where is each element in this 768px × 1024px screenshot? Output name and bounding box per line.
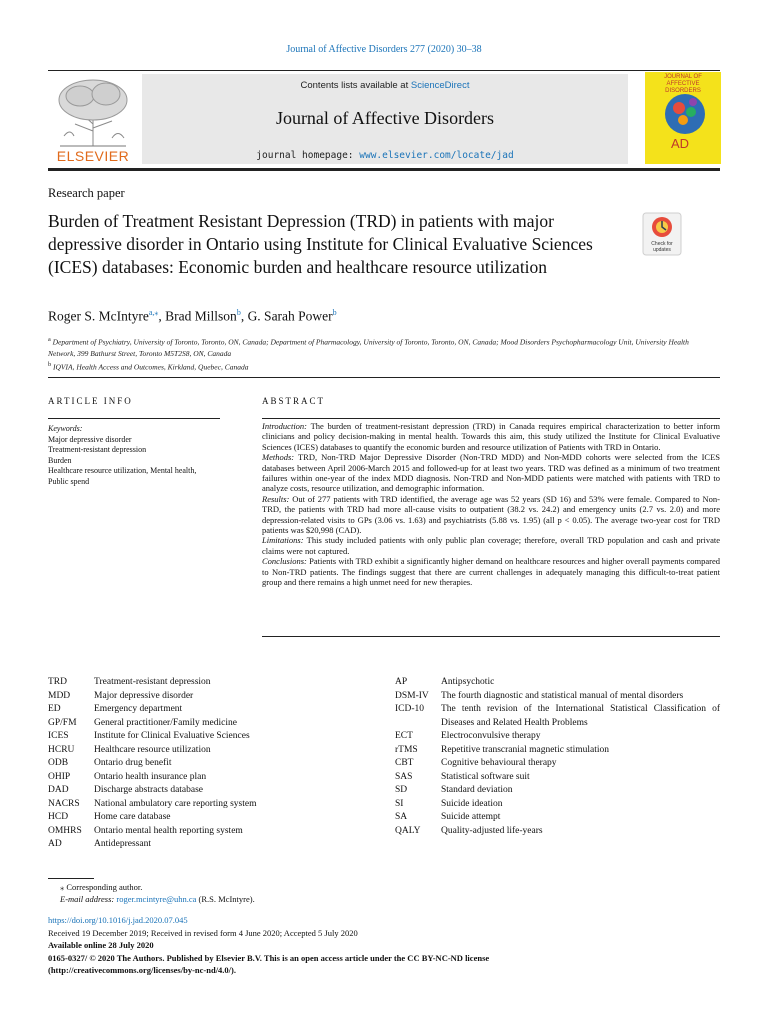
footnotes <box>48 882 720 905</box>
author-name[interactable]: G. Sarah Power <box>247 308 333 324</box>
abbreviation-code: GP/FM <box>48 717 77 728</box>
publication-info <box>48 914 720 977</box>
abbreviation-row <box>395 744 720 758</box>
abbreviation-row <box>48 717 348 731</box>
elsevier-wordmark: ELSEVIER <box>56 148 130 164</box>
abbreviation-definition: Ontario health insurance plan <box>94 771 207 782</box>
article-title: Burden of Treatment Resistant Depression (TRD) in patients with major depressive disorder in Ontario using Institute for Clinical Evaluative Sciences (ICES) databases: Economic burden and healthcare resource utilization <box>48 211 593 277</box>
abbreviation-code: ICES <box>48 731 69 741</box>
corresponding-author-note: ⁎ Corresponding author. <box>60 882 143 892</box>
article-info-heading: ARTICLE INFO <box>48 396 133 406</box>
abbreviation-row <box>395 825 720 839</box>
abbreviation-row <box>48 798 348 812</box>
abbreviation-code: DAD <box>48 785 69 795</box>
abbreviation-definition: Major depressive disorder <box>94 690 194 701</box>
journal-title: Journal of Affective Disorders <box>275 108 495 128</box>
abbreviation-code: AD <box>48 839 62 849</box>
abstract-rule <box>262 418 720 419</box>
abbreviation-code: QALY <box>395 825 421 836</box>
abbreviation-row <box>48 703 348 717</box>
contents-line <box>142 80 628 91</box>
abbreviation-code: MDD <box>48 690 71 701</box>
author-name[interactable]: Roger S. McIntyre <box>48 308 149 324</box>
abbreviation-definition: General practitioner/Family medicine <box>94 717 237 728</box>
keyword-item: Healthcare resource utilization, Mental health, <box>48 466 197 475</box>
homepage-link[interactable]: www.elsevier.com/locate/jad <box>359 150 514 161</box>
article-info-rule <box>48 418 220 419</box>
abstract-section: Methods: TRD, Non-TRD Major Depressive Disorder (Non-TRD MDD) and Non-MDD cohorts were selected from the ICES databases between April 2006-March 2015 and followed-up for at least two years. TRD was defined as a minimum of two treatment failures within one-year of the index MDD diagnosis. Non-TRD and Non-MDD patients were matched with patients with TRD to analyze costs, resource utilization, and demographic information. <box>262 452 720 494</box>
author-list: Roger S. McIntyre$^{a,⁎}$, Brad Millson$^b$, G. Sarah Power$^b$ <box>48 308 337 324</box>
keywords-label: Keywords: <box>48 424 83 433</box>
abbreviation-code: SI <box>395 798 404 809</box>
abbreviation-code: ECT <box>395 731 413 741</box>
abbreviation-definition: National ambulatory care reporting system <box>94 798 257 809</box>
abbreviation-row <box>395 703 720 730</box>
abbreviation-definition: Institute for Clinical Evaluative Sciences <box>94 731 250 741</box>
email-link[interactable]: roger.mcintyre@uhn.ca <box>116 893 197 904</box>
abbreviation-row <box>48 811 348 825</box>
author-affiliation-mark[interactable]: b <box>236 308 241 317</box>
abbreviation-row <box>395 730 720 744</box>
abbreviation-row <box>48 676 348 690</box>
abbreviation-definition: Home care database <box>94 812 171 822</box>
received-dates: Received 19 December 2019; Received in revised form 4 June 2020; Accepted 5 July 2020 <box>48 927 358 938</box>
license-line: 0165-0327/ © 2020 The Authors. Published by Elsevier B.V. This is an open access article under the CC BY-NC-ND license <box>48 952 490 963</box>
abbreviation-definition: Suicide attempt <box>441 812 501 822</box>
abbreviation-code: ED <box>48 704 61 714</box>
abstract-body <box>262 421 720 588</box>
license-url[interactable]: (http://creativecommons.org/licenses/by-nc-nd/4.0/). <box>48 965 237 975</box>
contents-prefix: Contents lists available at <box>300 80 411 91</box>
abbreviation-code: ICD-10 <box>395 704 425 714</box>
abbreviation-row <box>48 690 348 704</box>
abstract-bottom-rule <box>262 636 720 637</box>
author-affiliation-mark[interactable]: b <box>332 308 337 317</box>
abbreviation-row <box>48 744 348 758</box>
author-name[interactable]: Brad Millson <box>165 308 237 324</box>
email-line <box>48 894 720 906</box>
abstract-section: Results: Out of 277 patients with TRD identified, the average age was 52 years (SD 16) and 53% were female. Compared to Non-TRD, the patients with TRD had more all-cause visits to outpatient (38.2 vs. 24.2) and emergency units (2.7 vs. 2.0) and more depression-related visits to GPs (3.06 vs. 1.63) and psychiatrists (5.88 vs. 1.95) (all p < 0.05). The average two-year cost for TRD patients was $20,998 (CAD). <box>262 493 720 536</box>
email-suffix: (R.S. McIntyre). <box>196 893 255 904</box>
affiliation-item: $^b$ IQVIA, Health Access and Outcomes, Kirkland, Quebec, Canada <box>48 360 249 371</box>
abbreviation-definition: Quality-adjusted life-years <box>441 825 543 836</box>
affiliations <box>48 334 708 372</box>
abbreviation-code: NACRS <box>48 798 80 809</box>
abbreviation-code: CBT <box>395 758 414 768</box>
footnote-rule <box>48 878 94 879</box>
keyword-item: Treatment-resistant depression <box>48 445 147 454</box>
abbreviation-definition: Discharge abstracts database <box>94 785 204 795</box>
svg-text:updates: updates <box>653 247 671 253</box>
abbreviation-row <box>395 757 720 771</box>
abbreviation-definition: Cognitive behavioural therapy <box>441 758 557 768</box>
abbreviation-code: SD <box>395 785 408 795</box>
abbreviation-row <box>48 825 348 839</box>
available-online: Available online 28 July 2020 <box>48 940 154 950</box>
abbreviation-code: OMHRS <box>48 825 82 836</box>
abbreviation-row <box>48 730 348 744</box>
keywords-block <box>48 424 220 487</box>
keyword-item: Burden <box>48 455 72 465</box>
abbreviation-definition: Standard deviation <box>441 785 513 795</box>
abbreviation-code: SAS <box>395 771 413 782</box>
abstract-section: Introduction: The burden of treatment-resistant depression (TRD) in Canada requires empirical characterization to better inform clinicians and policy decision-making in mental health. Towards this aim, this study utilized the Institute for Clinical Evaluative Sciences (ICES) databases to quantify the economic burden and resource utilization of Patients with TRD in Ontario. <box>262 421 720 452</box>
abbreviation-code: TRD <box>48 677 67 687</box>
abbreviation-code: rTMS <box>395 744 418 755</box>
cover-letters: AD <box>670 136 690 151</box>
doi-link[interactable]: https://doi.org/10.1016/j.jad.2020.07.045 <box>48 915 188 925</box>
abbreviations-right <box>395 676 720 838</box>
abbreviation-row <box>395 798 720 812</box>
abbreviation-row <box>48 838 348 852</box>
abstract-section: Limitations: This study included patients with only public plan coverage; therefore, overall TRD population and cash and private claims were not captured. <box>262 535 720 556</box>
header-bottom-rule <box>48 168 720 171</box>
journal-citation[interactable]: Journal of Affective Disorders 277 (2020) 30–38 <box>286 44 482 55</box>
abbreviation-definition: Ontario mental health reporting system <box>94 825 243 836</box>
abbreviation-code: HCRU <box>48 744 75 755</box>
abbreviation-code: HCD <box>48 812 69 822</box>
abbreviation-row <box>395 784 720 798</box>
abbreviation-definition: Repetitive transcranial magnetic stimulation <box>441 744 610 755</box>
affiliation-item: $^a$ Department of Psychiatry, University of Toronto, Toronto, ON, Canada; Department of Pharmacology, University of Toronto, Toronto, ON, Canada; Mood Disorders Psychopharmacology Unit, University Health Network, 399 Bathurst Street, Toronto M5T2S8, ON, Canada <box>48 336 689 358</box>
abbreviation-row <box>48 771 348 785</box>
article-type: Research paper <box>48 186 125 200</box>
abstract-heading: ABSTRACT <box>262 396 326 406</box>
abbreviation-definition: The tenth revision of the International Statistical Classification of Diseases and Related Health Problems <box>441 704 720 728</box>
cover-title: JOURNAL OF AFFECTIVE DISORDERS <box>664 74 702 94</box>
sciencedirect-link[interactable]: ScienceDirect <box>410 80 470 91</box>
abbreviation-code: ODB <box>48 758 69 768</box>
abbreviation-row <box>48 757 348 771</box>
abbreviation-definition: Ontario drug benefit <box>94 758 172 768</box>
elsevier-tree-logo <box>50 76 136 148</box>
author-affiliation-mark[interactable]: a,⁎ <box>148 308 159 317</box>
keyword-item: Major depressive disorder <box>48 434 132 444</box>
abstract-section: Conclusions: Patients with TRD exhibit a significantly higher demand on healthcare resources and higher overall payments compared to Non-TRD patients. The findings suggest that there are current challenges in adequately managing this difficult-to-treat patient group and there remains a high unmet need for new therapies. <box>262 556 720 588</box>
abbreviation-code: SA <box>395 812 408 822</box>
homepage-line <box>142 150 628 161</box>
email-label: E-mail address: <box>60 893 115 904</box>
abbreviation-code: DSM-IV <box>395 690 429 701</box>
abbreviation-definition: Electroconvulsive therapy <box>441 731 541 741</box>
homepage-prefix: journal homepage: <box>256 150 360 161</box>
header-top-rule <box>48 70 720 71</box>
abbreviation-definition: The fourth diagnostic and statistical manual of mental disorders <box>441 690 684 701</box>
keyword-item: Public spend <box>48 476 90 486</box>
abbreviation-row <box>395 690 720 704</box>
abbreviation-definition: Emergency department <box>94 704 183 714</box>
svg-text:Check for: Check for <box>651 241 673 247</box>
abbreviation-code: OHIP <box>48 771 71 782</box>
abbreviation-definition: Healthcare resource utilization <box>94 744 211 755</box>
abbreviation-definition: Statistical software suit <box>441 771 530 782</box>
section-rule <box>48 377 720 378</box>
abbreviation-code: AP <box>395 677 408 687</box>
abbreviation-row <box>395 676 720 690</box>
abbreviation-definition: Treatment-resistant depression <box>94 677 211 687</box>
abbreviation-definition: Suicide ideation <box>441 798 503 809</box>
check-for-updates-icon[interactable] <box>642 212 682 256</box>
abbreviations-left <box>48 676 348 852</box>
abbreviation-row <box>395 811 720 825</box>
abbreviation-row <box>48 784 348 798</box>
abbreviation-definition: Antipsychotic <box>441 677 495 687</box>
abbreviation-row <box>395 771 720 785</box>
abbreviation-definition: Antidepressant <box>94 839 151 849</box>
